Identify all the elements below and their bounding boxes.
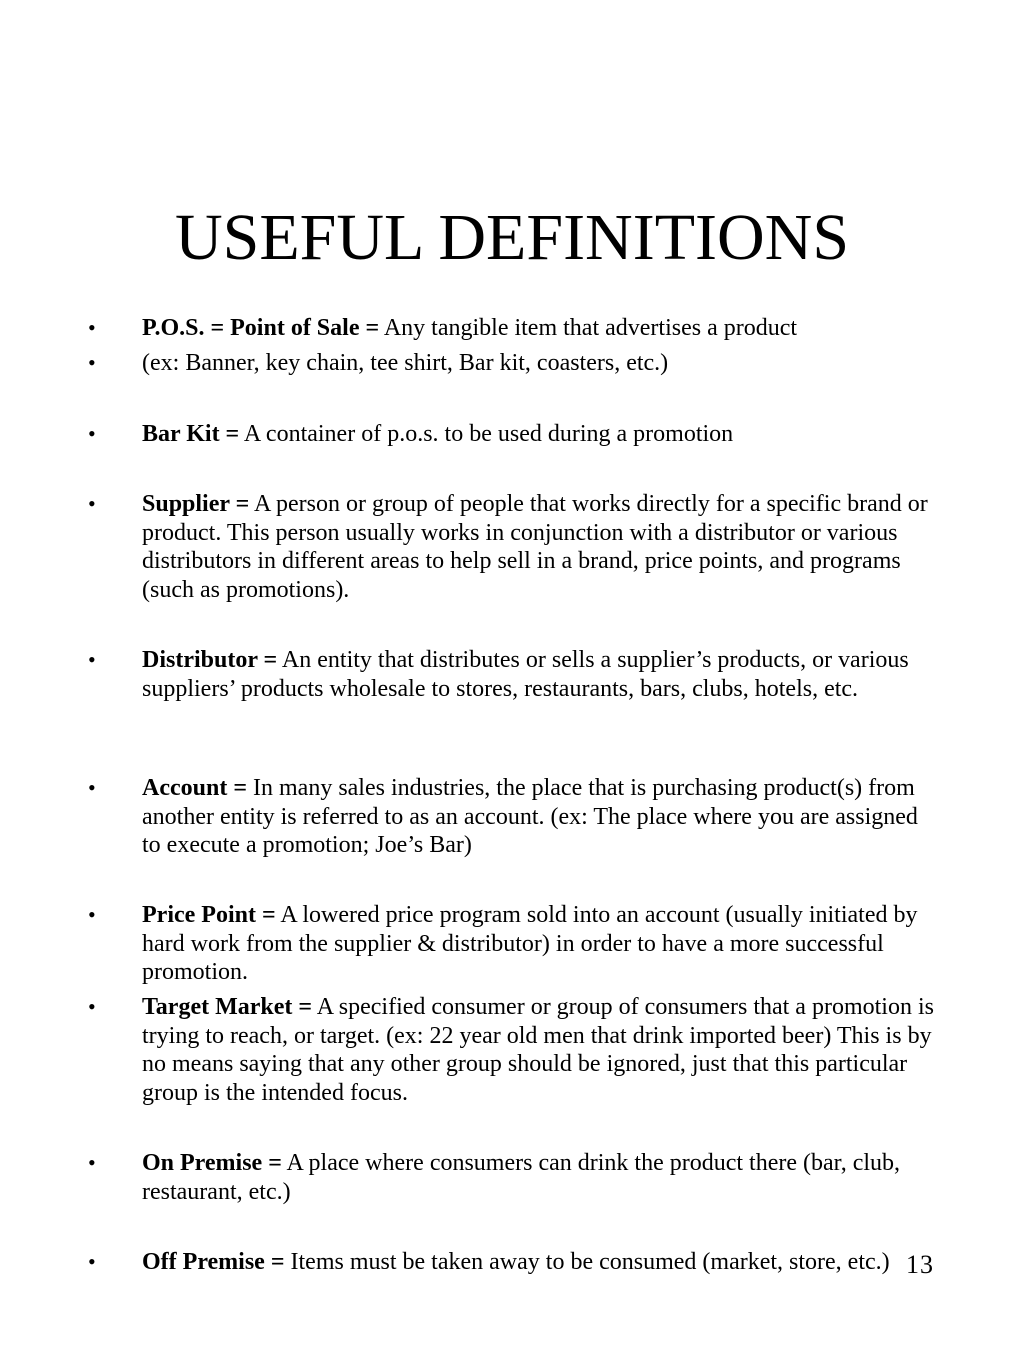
bullet: • [88,1150,96,1175]
definition-term: Price Point = [142,902,276,928]
definition-term: Distributor = [142,647,278,673]
bullet: • [88,647,96,672]
definition-term: Account = [142,775,247,801]
definition-term: Bar Kit = [142,421,240,447]
definition-term: Off Premise = [142,1249,285,1275]
definition-item-bar-kit [88,420,942,449]
bullet: • [88,902,96,927]
definition-term: Target Market = [142,994,313,1020]
definition-text: Items must be taken away to be consumed (market, store, etc.) [284,1249,890,1275]
definition-text: (ex: Banner, key chain, tee shirt, Bar kit, coasters, etc.) [142,350,669,376]
bullet: • [88,315,96,340]
bullet: • [88,994,96,1019]
definition-text: A person or group of people that works directly for a specific brand or product. This person usually works in conjunction with a distributor or various distributors in different areas to help sell in a brand, price points, and programs (such as promotions). [142,491,928,603]
definition-item-pos-examples [88,349,942,378]
definition-text: An entity that distributes or sells a supplier’s products, or various suppliers’ products wholesale to stores, restaurants, bars, clubs, hotels, etc. [142,647,909,702]
definition-text: A specified consumer or group of consumers that a promotion is trying to reach, or target. (ex: 22 year old men that drink imported beer) This is by no means saying that any other group should be ignored, just that this particular group is the intended focus. [142,994,934,1106]
definition-text: A place where consumers can drink the product there (bar, club, restaurant, etc.) [142,1150,901,1205]
definition-item-supplier [88,490,942,604]
bullet: • [88,491,96,516]
bullet: • [88,350,96,375]
definition-item-pos [88,314,942,343]
definition-text: A container of p.o.s. to be used during a promotion [239,421,734,447]
definition-item-target-market [88,993,942,1107]
definition-term: Supplier = [142,491,250,517]
definition-term: On Premise = [142,1150,282,1176]
definition-item-distributor [88,646,942,703]
bullet: • [88,421,96,446]
definition-item-on-premise [88,1149,942,1206]
definition-item-price-point [88,901,942,987]
definition-item-off-premise [88,1248,942,1277]
page-title: USEFUL DEFINITIONS [174,201,850,274]
bullet: • [88,775,96,800]
definition-text: Any tangible item that advertises a product [379,315,798,341]
definition-text: In many sales industries, the place that is purchasing product(s) from another entity is referred to as an account. (ex: The place where you are assigned to execute a promotion; Joe’s Bar) [142,775,918,858]
bullet: • [88,1249,96,1274]
definition-text: A lowered price program sold into an account (usually initiated by hard work from the supplier & distributor) in order to have a more successful promotion. [142,902,918,985]
definition-term: P.O.S. = Point of Sale = [142,315,380,341]
definition-item-account [88,774,942,860]
page-number: 13 [906,1250,934,1279]
